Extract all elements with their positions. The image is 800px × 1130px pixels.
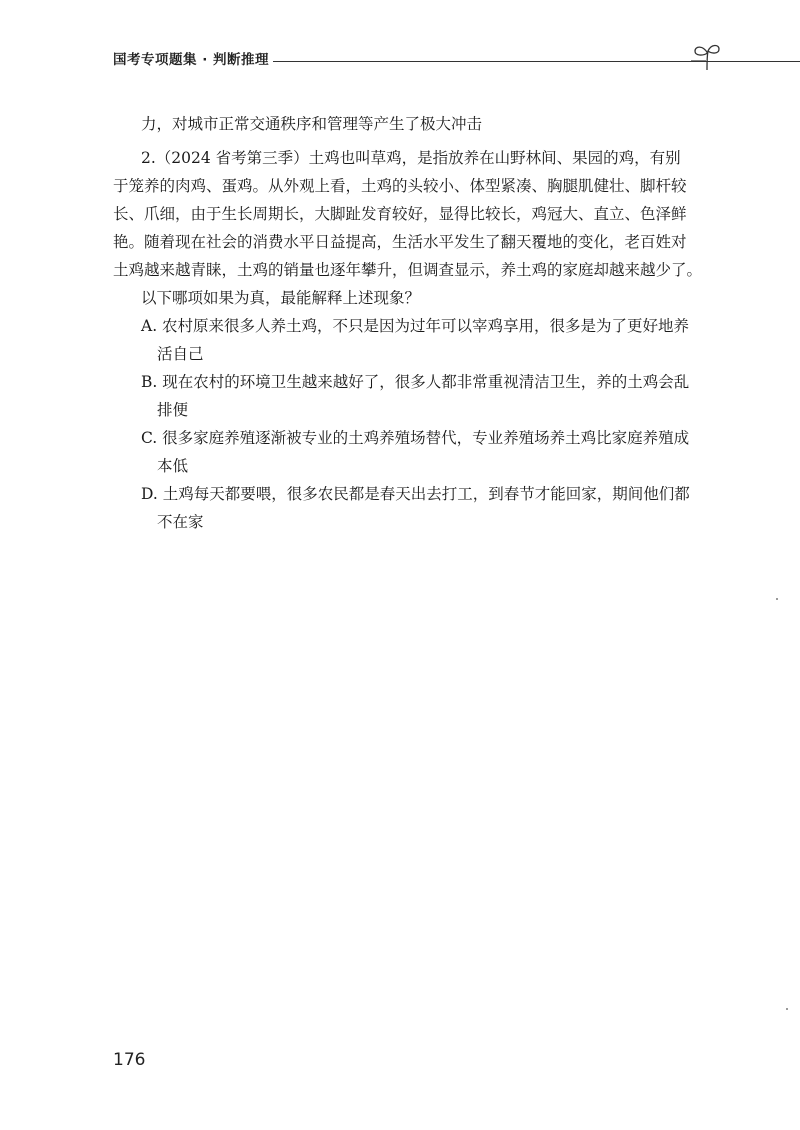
page-content — [113, 110, 703, 536]
option-d — [113, 480, 703, 536]
question-line: 艳。随着现在社会的消费水平日益提高，生活水平发生了翻天覆地的变化，老百姓对 — [113, 233, 687, 251]
option-text-continued: 排便 — [157, 401, 189, 419]
option-text: A. 农村原来很多人养土鸡，不只是因为过年可以宰鸡享用，很多是为了更好地养 — [141, 317, 690, 335]
running-header — [113, 50, 713, 74]
continuation-line: 力，对城市正常交通秩序和管理等产生了极大冲击 — [141, 115, 483, 133]
option-text-continued: 本低 — [157, 457, 189, 475]
question-line: 土鸡越来越青睐，土鸡的销量也逐年攀升，但调查显示，养土鸡的家庭却越来越少了。 — [113, 261, 703, 279]
page-number: 176 — [113, 1050, 146, 1070]
option-b — [113, 368, 703, 424]
option-text: D. 土鸡每天都要喂，很多农民都是春天出去打工，到春节才能回家，期间他们都 — [141, 485, 690, 503]
answer-options — [113, 312, 703, 536]
option-c — [113, 424, 703, 480]
sprout-icon — [691, 42, 723, 72]
option-text-continued: 活自己 — [157, 345, 204, 363]
option-text: C. 很多家庭养殖逐渐被专业的土鸡养殖场替代，专业养殖场养土鸡比家庭养殖成 — [141, 429, 690, 447]
option-text-continued: 不在家 — [157, 513, 204, 531]
scan-speck — [776, 598, 778, 600]
option-text: B. 现在农村的环境卫生越来越好了，很多人都非常重视清洁卫生，养的土鸡会乱 — [141, 373, 690, 391]
header-title: 国考专项题集 · 判断推理 — [113, 52, 270, 68]
question-line: 于笼养的肉鸡、蛋鸡。从外观上看，土鸡的头较小、体型紧凑、胸腿肌健壮、脚杆较 — [113, 177, 687, 195]
question-prompt: 以下哪项如果为真，最能解释上述现象？ — [141, 289, 421, 307]
question-line: 长、爪细，由于生长周期长，大脚趾发育较好，显得比较长，鸡冠大、直立、色泽鲜 — [113, 205, 687, 223]
question-2 — [113, 144, 703, 312]
option-a — [113, 312, 703, 368]
question-line: 2.（2024 省考第三季）土鸡也叫草鸡，是指放养在山野林间、果园的鸡，有别 — [141, 149, 681, 167]
scan-speck — [786, 1008, 788, 1010]
